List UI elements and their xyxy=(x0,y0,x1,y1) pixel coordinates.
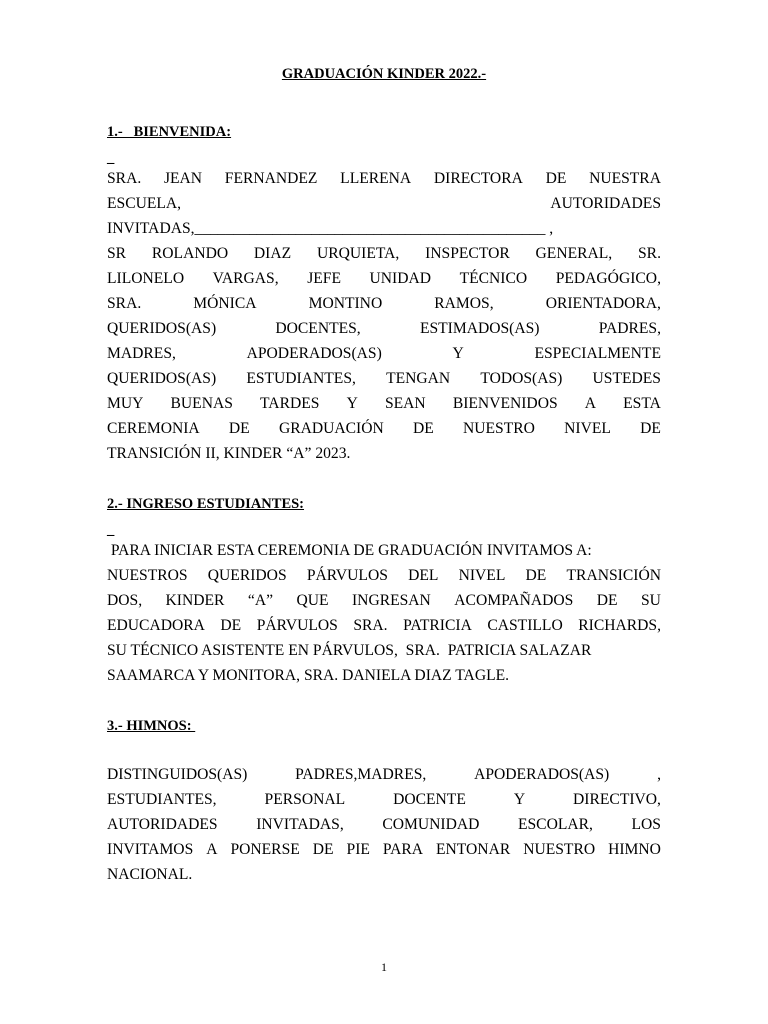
word: DIRECTIVO, xyxy=(573,791,661,808)
word: PIE xyxy=(346,841,370,858)
word: KINDER xyxy=(165,592,225,609)
word: CEREMONIA xyxy=(107,420,200,437)
word: SEAN xyxy=(384,395,426,412)
word: NUESTRO xyxy=(463,420,535,437)
word: INVITAMOS xyxy=(107,841,194,858)
word: ESTA xyxy=(623,395,661,412)
word: DE xyxy=(312,841,334,858)
word: JEFE xyxy=(307,270,341,287)
text-line: PARA INICIAR ESTA CEREMONIA DE GRADUACIÓN INVITAMOS A: xyxy=(107,542,592,559)
word: DISTINGUIDOS(AS) xyxy=(107,766,248,783)
word: DE xyxy=(545,170,567,187)
section-dash: _ xyxy=(107,150,115,166)
text-line: TRANSICIÓN II, KINDER “A” 2023. xyxy=(107,445,351,462)
document-title: GRADUACIÓN KINDER 2022.- xyxy=(281,66,487,82)
word: HIMNO xyxy=(608,841,661,858)
word: DE xyxy=(228,420,250,437)
text-line xyxy=(107,291,661,316)
word: A xyxy=(206,841,218,858)
word: A xyxy=(584,395,597,412)
word: FERNANDEZ xyxy=(224,170,318,187)
word: ORIENTADORA, xyxy=(545,295,661,312)
word: DE xyxy=(596,592,618,609)
text-line xyxy=(107,391,661,416)
word: Y xyxy=(346,395,358,412)
word: ESTIMADOS(AS) xyxy=(419,320,540,337)
section-body-ingreso xyxy=(107,538,661,688)
word: AUTORIDADES xyxy=(107,816,218,833)
word: AUTORIDADES xyxy=(550,195,661,212)
word: TRANSICIÓN xyxy=(566,567,661,584)
word: ACOMPAÑADOS xyxy=(454,592,574,609)
page-number: 1 xyxy=(381,960,387,974)
word: Y xyxy=(452,345,464,362)
word: TODOS(AS) xyxy=(480,370,563,387)
word: MÓNICA xyxy=(193,295,257,312)
section-body-himnos xyxy=(107,762,661,887)
text-line xyxy=(107,341,661,366)
word: URQUIETA, xyxy=(316,245,400,262)
section-body-bienvenida xyxy=(107,166,661,466)
word: DIRECTORA xyxy=(433,170,523,187)
section-dash: _ xyxy=(107,522,115,538)
word: PEDAGÓGICO, xyxy=(555,270,661,287)
text-line: SAAMARCA Y MONITORA, SRA. DANIELA DIAZ TAGLE. xyxy=(107,667,510,684)
word: DEL xyxy=(408,567,439,584)
text-line xyxy=(107,366,661,391)
word: “A” xyxy=(247,592,274,609)
text-line: NACIONAL. xyxy=(107,866,193,883)
word: PADRES, xyxy=(598,320,661,337)
word: NUESTROS xyxy=(107,567,188,584)
word: QUE xyxy=(296,592,329,609)
word: QUERIDOS xyxy=(207,567,287,584)
word: INSPECTOR xyxy=(425,245,510,262)
word: DE xyxy=(412,420,434,437)
word: PÁRVULOS xyxy=(256,617,338,634)
word: INVITADAS, xyxy=(256,816,344,833)
word: TENGAN xyxy=(386,370,451,387)
word: LOS xyxy=(631,816,661,833)
word: TÉCNICO xyxy=(459,270,528,287)
word: Y xyxy=(513,791,526,808)
word: BIENVENIDOS xyxy=(452,395,558,412)
word: SU xyxy=(641,592,661,609)
word: COMUNIDAD xyxy=(382,816,480,833)
word: RAMOS, xyxy=(434,295,494,312)
word: APODERADOS(AS) xyxy=(246,345,382,362)
section-heading-himnos: 3.- HIMNOS: xyxy=(107,718,196,734)
text-line xyxy=(107,416,661,441)
word: INGRESAN xyxy=(351,592,431,609)
word: DOCENTES, xyxy=(275,320,361,337)
text-line xyxy=(107,588,661,613)
word: VARGAS, xyxy=(212,270,279,287)
word: ENTONAR xyxy=(436,841,511,858)
word: SR. xyxy=(638,245,661,262)
word: PADRES,MADRES, xyxy=(295,766,427,783)
word: MONTINO xyxy=(308,295,383,312)
word: ESPECIALMENTE xyxy=(534,345,661,362)
word: RICHARDS, xyxy=(578,617,661,634)
text-line xyxy=(107,787,661,812)
text-line xyxy=(107,812,661,837)
word: NIVEL xyxy=(458,567,506,584)
word: TARDES xyxy=(260,395,320,412)
text-line xyxy=(107,241,661,266)
word: SRA. xyxy=(107,295,142,312)
word: GENERAL, xyxy=(535,245,613,262)
text-line xyxy=(107,166,661,191)
word: NUESTRA xyxy=(589,170,661,187)
word: DOCENTE xyxy=(393,791,466,808)
text-line xyxy=(107,191,661,216)
section-heading-ingreso: 2.- INGRESO ESTUDIANTES: xyxy=(107,496,305,512)
word: ESCOLAR, xyxy=(517,816,593,833)
text-line: INVITADAS,_____________________________________________ , xyxy=(107,220,554,237)
word: ESCUELA, xyxy=(107,195,182,212)
word: APODERADOS(AS) xyxy=(474,766,610,783)
text-line: SU TÉCNICO ASISTENTE EN PÁRVULOS, SRA. PATRICIA SALAZAR xyxy=(107,642,592,659)
word: CASTILLO xyxy=(487,617,563,634)
word: PONERSE xyxy=(230,841,300,858)
word: MADRES, xyxy=(107,345,176,362)
word: JEAN xyxy=(163,170,203,187)
word: ESTUDIANTES, xyxy=(246,370,356,387)
word: LILONELO xyxy=(107,270,185,287)
word: DE xyxy=(220,617,242,634)
word: GRADUACIÓN xyxy=(278,420,384,437)
word: DE xyxy=(640,420,661,437)
text-line xyxy=(107,613,661,638)
word: MUY xyxy=(107,395,144,412)
word: ESTUDIANTES, xyxy=(107,791,217,808)
text-line xyxy=(107,266,661,291)
word: ROLANDO xyxy=(151,245,229,262)
word: LLERENA xyxy=(340,170,412,187)
word: DOS, xyxy=(107,592,143,609)
text-line xyxy=(107,837,661,862)
word: DE xyxy=(525,567,547,584)
word: PARA xyxy=(382,841,424,858)
word: EDUCADORA xyxy=(107,617,205,634)
word: USTEDES xyxy=(592,370,661,387)
word: NIVEL xyxy=(564,420,611,437)
word: NUESTRO xyxy=(523,841,596,858)
word: PATRICIA xyxy=(403,617,472,634)
word: SRA. xyxy=(107,170,142,187)
word: BUENAS xyxy=(170,395,233,412)
word: DIAZ xyxy=(253,245,292,262)
text-line xyxy=(107,762,661,787)
word: , xyxy=(657,766,661,783)
word: PÁRVULOS xyxy=(306,567,388,584)
word: UNIDAD xyxy=(369,270,432,287)
word: QUERIDOS(AS) xyxy=(107,320,217,337)
text-line xyxy=(107,563,661,588)
word: SR xyxy=(107,245,127,262)
word: PERSONAL xyxy=(264,791,346,808)
section-heading-bienvenida: 1.- BIENVENIDA: xyxy=(107,124,232,140)
word: QUERIDOS(AS) xyxy=(107,370,217,387)
word: SRA. xyxy=(353,617,388,634)
text-line xyxy=(107,316,661,341)
